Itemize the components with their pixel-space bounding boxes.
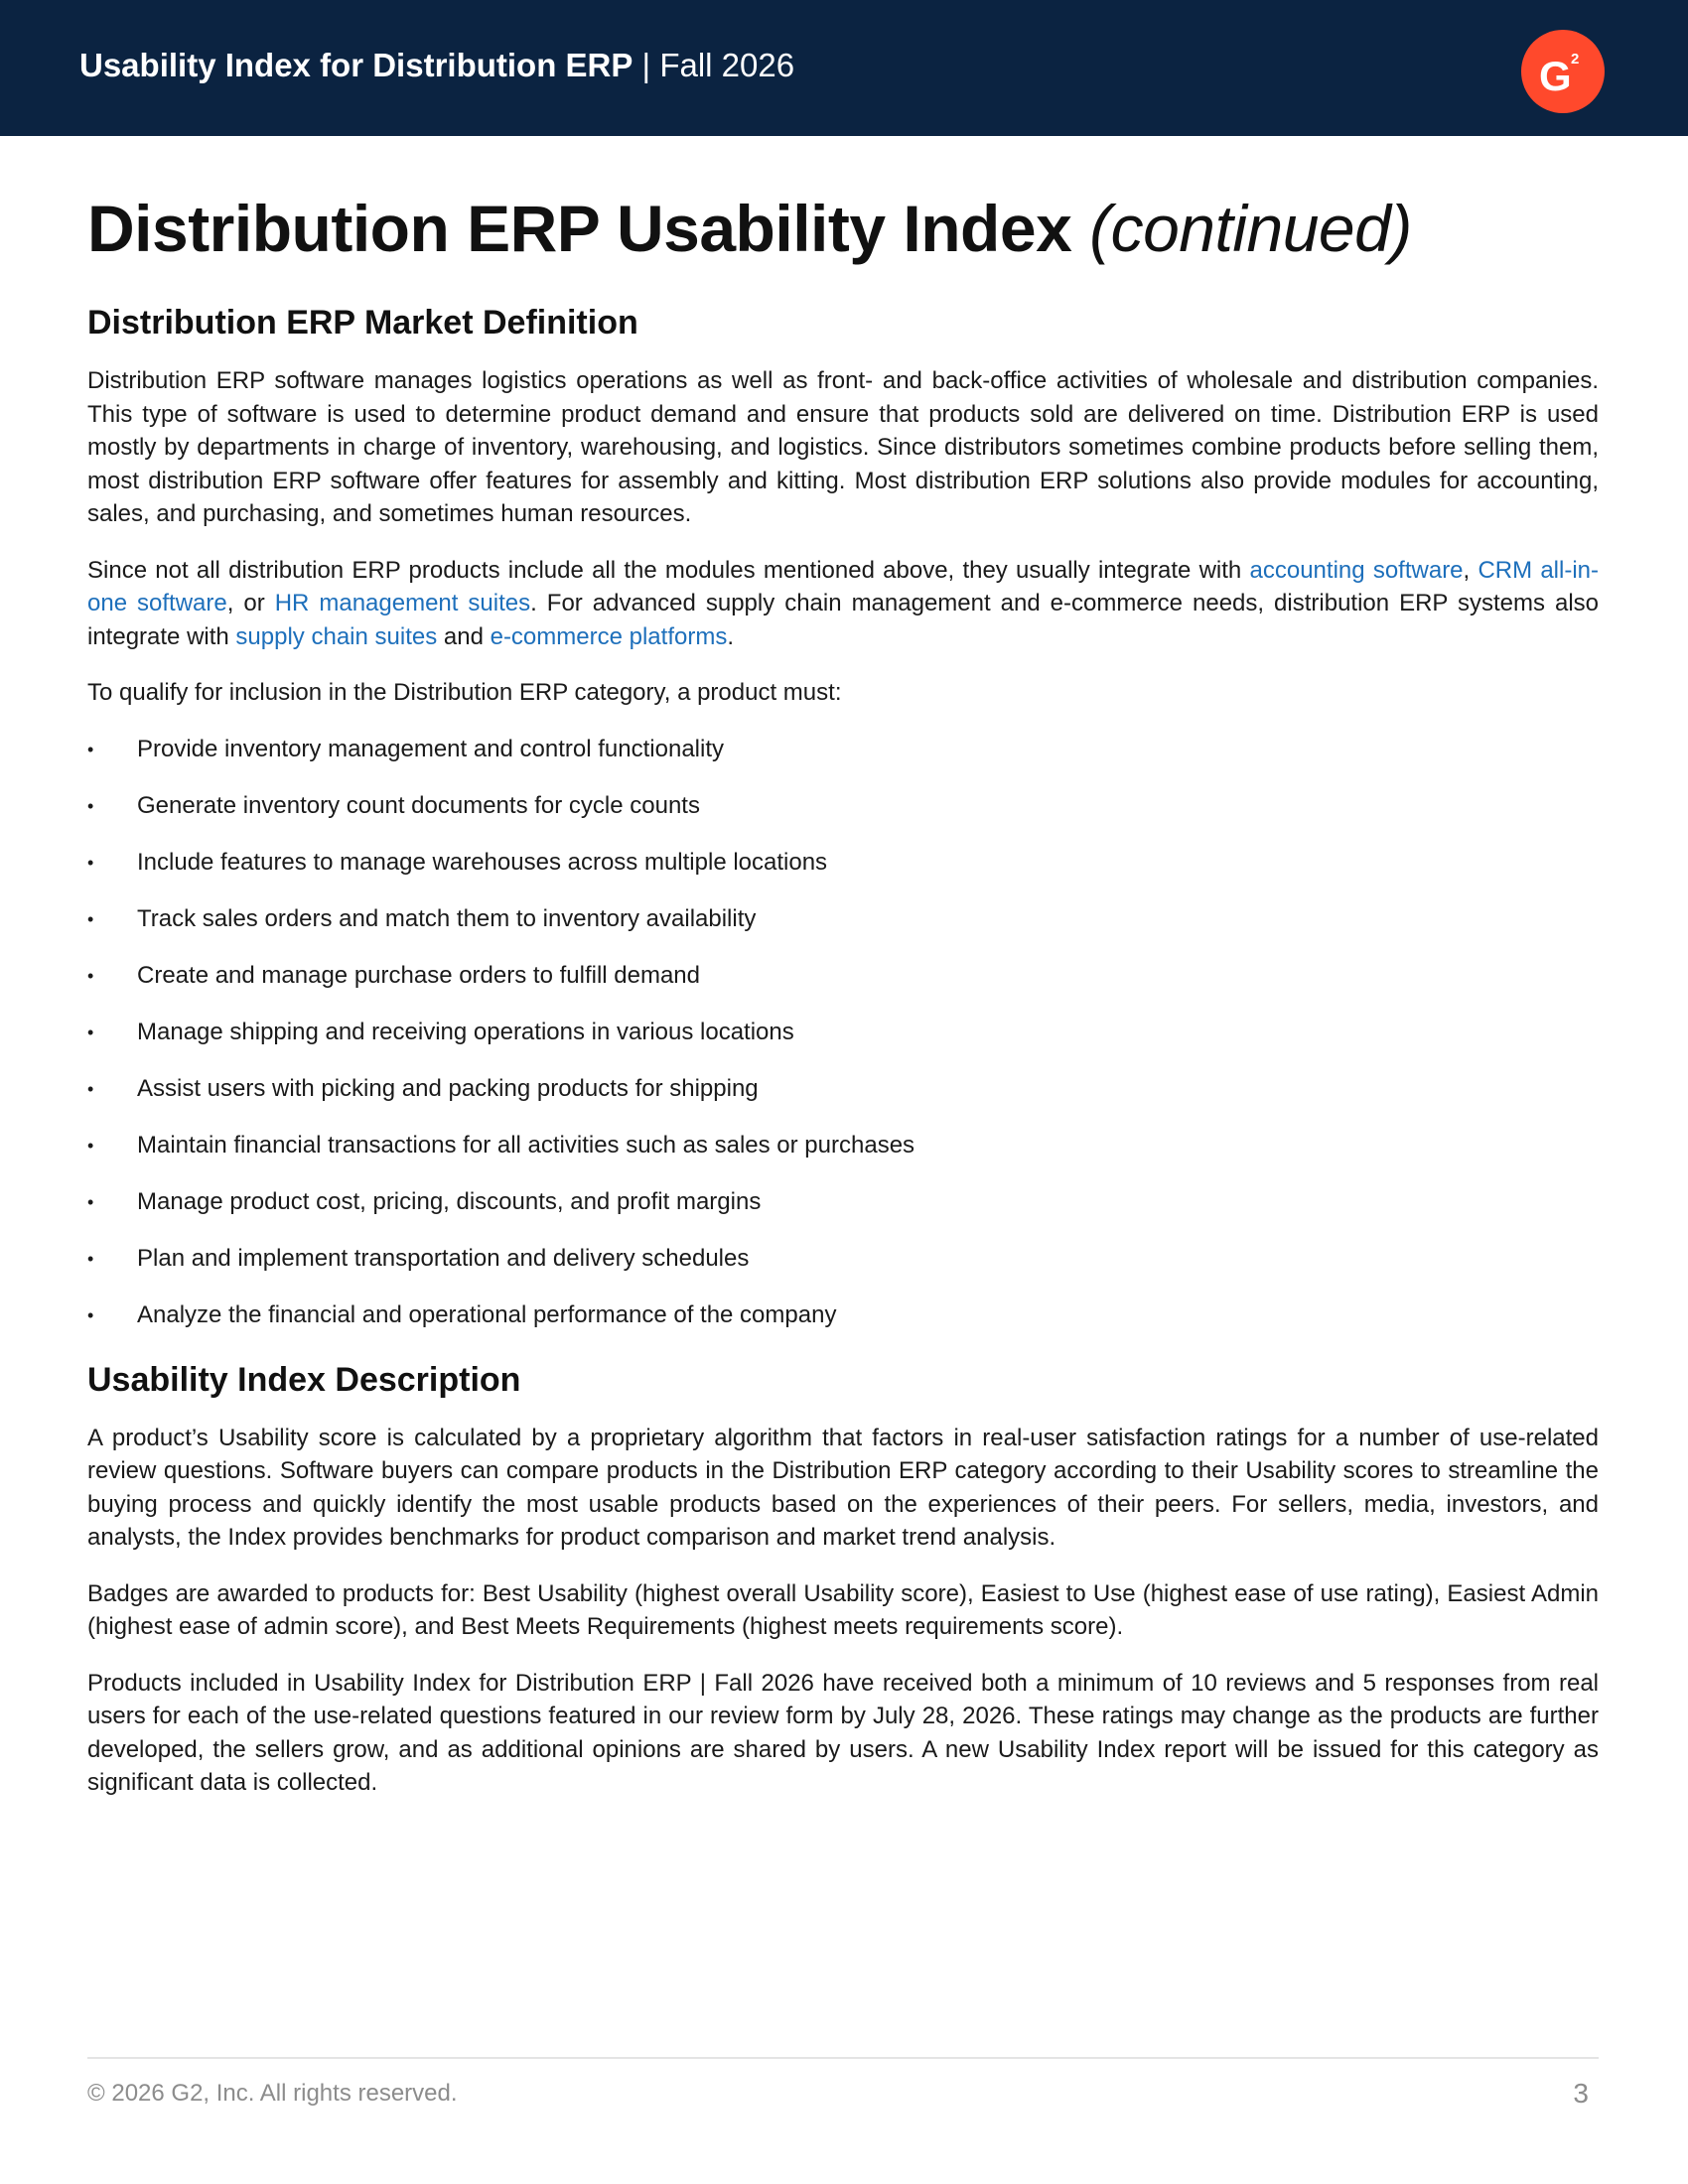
integrations-text-4: . For advanced supply chain management and e-commerce needs, distribution ERP systems also integrate with	[87, 590, 1600, 650]
integrations-text-2: ,	[1463, 556, 1478, 584]
usability-description-heading: Usability Index Description	[87, 1360, 521, 1399]
qualification-criteria-list	[87, 733, 1599, 1332]
svg-text:2: 2	[1571, 51, 1580, 68]
page-content	[87, 189, 1599, 1800]
criteria-text: Provide inventory management and control functionality	[137, 735, 724, 762]
criteria-item	[87, 733, 1599, 766]
criteria-item	[87, 1298, 1599, 1332]
criteria-item	[87, 1129, 1599, 1162]
criteria-text: Create and manage purchase orders to fulfill demand	[137, 961, 700, 989]
bullet-icon: •	[87, 1304, 94, 1325]
criteria-text: Include features to manage warehouses across multiple locations	[137, 848, 828, 876]
g2-logo-icon	[1521, 30, 1605, 113]
page-number: 3	[1573, 2078, 1589, 2109]
integrations-text-5: and	[437, 622, 491, 650]
page-title-main: Distribution ERP Usability Index	[87, 192, 1090, 265]
bullet-icon: •	[87, 908, 94, 929]
criteria-text: Assist users with picking and packing products for shipping	[137, 1074, 759, 1102]
report-header-bar	[0, 0, 1688, 136]
usability-score-paragraph: A product’s Usability score is calculated by a proprietary algorithm that factors in real-user satisfaction ratings for a number of use-related review questions. Software buyers can compare products in the Distribution ERP category according to their Usability scores to streamline the buying process and quickly identify the most usable products based on the experiences of their peers. For sellers, media, investors, and analysts, the Index provides benchmarks for product comparison and market trend analysis.	[87, 1424, 1599, 1551]
bullet-icon: •	[87, 1078, 94, 1099]
criteria-text: Track sales orders and match them to inventory availability	[137, 904, 757, 932]
integrations-text-1: Since not all distribution ERP products include all the modules mentioned above, they usually integrate with	[87, 556, 1250, 584]
report-title: Usability Index for Distribution ERP	[79, 47, 633, 83]
criteria-text: Analyze the financial and operational performance of the company	[137, 1300, 837, 1328]
supply-chain-suites-link[interactable]: supply chain suites	[235, 622, 438, 650]
e-commerce-platforms-link[interactable]: e-commerce platforms	[490, 622, 728, 650]
criteria-text: Manage product cost, pricing, discounts, and profit margins	[137, 1187, 762, 1215]
footer-divider	[87, 2057, 1599, 2059]
badges-paragraph: Badges are awarded to products for: Best Usability (highest overall Usability score), Easiest to Use (highest ease of use rating), Easiest Admin (highest ease of admin score), and Best Meets Requirements (highest meets requirements score).	[87, 1579, 1599, 1640]
integrations-text-6: .	[727, 622, 734, 650]
criteria-item	[87, 1072, 1599, 1106]
criteria-item	[87, 1016, 1599, 1049]
criteria-item	[87, 1185, 1599, 1219]
market-definition-heading: Distribution ERP Market Definition	[87, 304, 638, 341]
criteria-item	[87, 902, 1599, 936]
criteria-item	[87, 789, 1599, 823]
page-title	[87, 189, 1599, 268]
report-season: Fall 2026	[659, 47, 795, 83]
report-header-title	[79, 47, 794, 84]
criteria-text: Plan and implement transportation and delivery schedules	[137, 1244, 750, 1272]
criteria-text: Generate inventory count documents for cycle counts	[137, 791, 700, 819]
bullet-icon: •	[87, 965, 94, 986]
bullet-icon: •	[87, 739, 94, 759]
accounting-software-link[interactable]: accounting software	[1249, 556, 1464, 584]
bullet-icon: •	[87, 1022, 94, 1042]
integrations-text-3: , or	[226, 590, 275, 616]
bullet-icon: •	[87, 795, 94, 816]
svg-text:G: G	[1539, 53, 1572, 99]
integrations-paragraph	[87, 554, 1599, 654]
title-separator: |	[633, 47, 660, 83]
bullet-icon: •	[87, 1135, 94, 1156]
criteria-item	[87, 846, 1599, 880]
criteria-item	[87, 959, 1599, 993]
hr-management-suites-link[interactable]: HR management suites	[274, 590, 531, 616]
criteria-text: Maintain financial transactions for all activities such as sales or purchases	[137, 1131, 915, 1159]
page-title-continued: (continued)	[1089, 192, 1412, 265]
inclusion-paragraph: Products included in Usability Index for Distribution ERP | Fall 2026 have received both a minimum of 10 reviews and 5 responses from real users for each of the use-related questions featured in our review form by July 28, 2026. These ratings may change as the products are further developed, the sellers grow, and as additional opinions are shared by users. A new Usability Index report will be issued for this category as significant data is collected.	[87, 1669, 1599, 1796]
bullet-icon: •	[87, 852, 94, 873]
criteria-text: Manage shipping and receiving operations in various locations	[137, 1018, 794, 1045]
market-definition-paragraph: Distribution ERP software manages logistics operations as well as front- and back-office activities of wholesale and distribution companies. This type of software is used to determine product demand and ensure that products sold are delivered on time. Distribution ERP is used mostly by departments in charge of inventory, warehousing, and logistics. Since distributors sometimes combine products before selling them, most distribution ERP software offer features for assembly and kitting. Most distribution ERP solutions also provide modules for accounting, sales, and purchasing, and sometimes human resources.	[87, 367, 1599, 527]
bullet-icon: •	[87, 1248, 94, 1269]
footer-copyright: © 2026 G2, Inc. All rights reserved.	[87, 2080, 458, 2107]
qualification-intro: To qualify for inclusion in the Distribution ERP category, a product must:	[87, 679, 842, 706]
crm-all-in-one-software-link[interactable]: CRM all-in-one software	[87, 556, 1600, 616]
bullet-icon: •	[87, 1191, 94, 1212]
criteria-item	[87, 1242, 1599, 1276]
